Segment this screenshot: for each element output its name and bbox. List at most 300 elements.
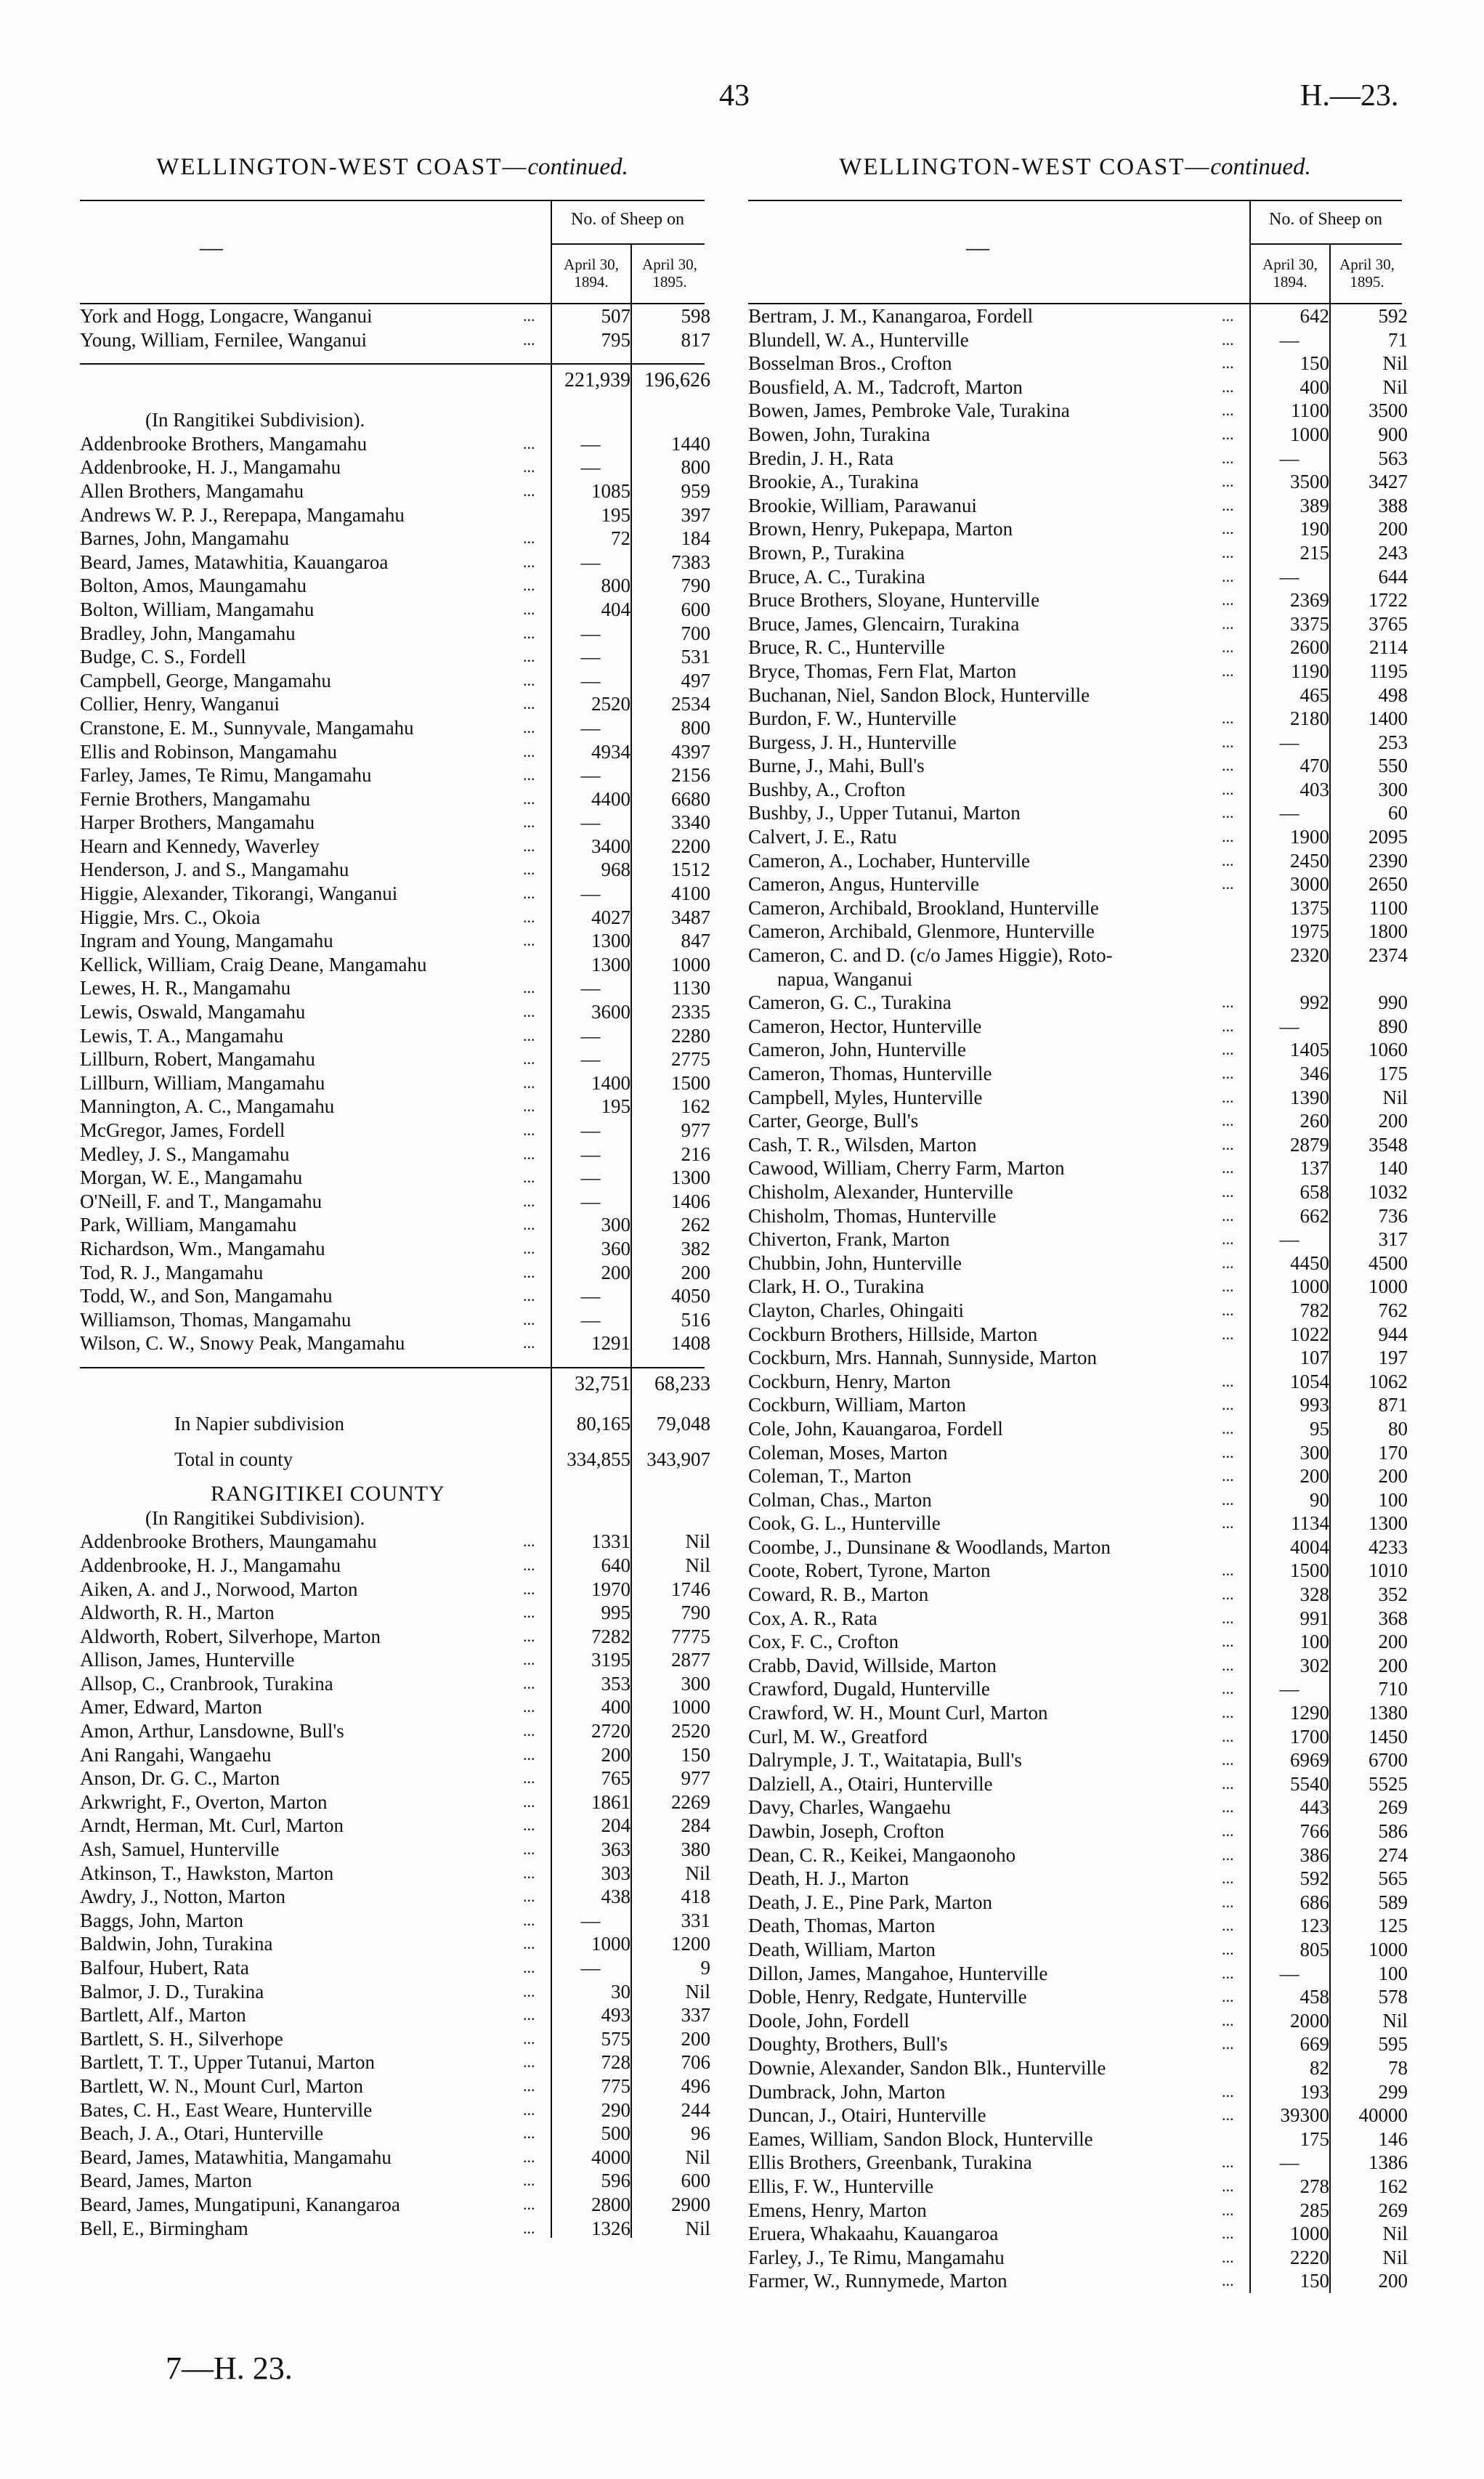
- sheep-1895: 368: [1378, 1607, 1408, 1629]
- owner-name: York and Hogg, Longacre, Wanganui: [80, 305, 373, 327]
- sheep-1894: 438: [601, 1886, 631, 1908]
- owner-name: (In Rangitikei Subdivision).: [145, 409, 365, 431]
- table-row: [748, 707, 1408, 731]
- sheep-1894: —: [1279, 1678, 1299, 1700]
- sheep-1894: 5540: [1290, 1772, 1329, 1795]
- owner-name: Bartlett, W. N., Mount Curl, Marton: [80, 2074, 363, 2097]
- leader-dots: ...: [523, 836, 535, 855]
- sheep-1894: 596: [601, 2170, 631, 2192]
- left-table-body: [80, 304, 710, 2240]
- sheep-1895: 243: [1378, 541, 1408, 564]
- sheep-1895: 595: [1378, 2033, 1408, 2056]
- sheep-1894: 95: [1310, 1417, 1329, 1440]
- sheep-1895: 847: [681, 930, 710, 952]
- table-row: [748, 2103, 1408, 2127]
- leader-dots: ...: [523, 860, 535, 879]
- sheep-1894: 2600: [1290, 636, 1329, 659]
- leader-dots: ...: [523, 2005, 535, 2024]
- owner-name: Eames, William, Sandon Block, Hunterville: [748, 2127, 1093, 2150]
- table-row: [748, 1677, 1408, 1701]
- sheep-1895: 4100: [671, 883, 710, 905]
- page-number: 43: [719, 79, 750, 113]
- sheep-1895: Nil: [1382, 1086, 1408, 1108]
- sheep-1894: 991: [1299, 1607, 1329, 1629]
- owner-name: Bartlett, T. T., Upper Tutanui, Marton: [80, 2051, 375, 2074]
- sheep-1894: 400: [1299, 376, 1329, 398]
- sheep-1895: 1130: [672, 977, 710, 999]
- leader-dots: ...: [1222, 1963, 1234, 1982]
- owner-name: Bartlett, Alf., Marton: [80, 2004, 246, 2026]
- leader-dots: ...: [523, 481, 535, 500]
- sheep-1894: —: [580, 622, 601, 644]
- sheep-1894: 200: [601, 1743, 631, 1766]
- sheep-1895: 531: [681, 646, 710, 668]
- leader-dots: ...: [523, 978, 535, 997]
- sheep-1895: Nil: [685, 1980, 710, 2003]
- sheep-1895: 944: [1378, 1323, 1408, 1345]
- sheep-1895: 1000: [1369, 1275, 1408, 1298]
- sheep-1894: —: [1279, 1962, 1299, 1984]
- leader-dots: ...: [1222, 519, 1234, 538]
- sheep-1894: 400: [601, 1696, 631, 1719]
- sheep-1895: 1800: [1369, 920, 1408, 943]
- sheep-1894: 150: [1299, 2270, 1329, 2292]
- sheep-1894: 1390: [1290, 1086, 1329, 1108]
- sheep-1895: 1000: [1369, 1938, 1408, 1960]
- sheep-1895: Nil: [685, 1554, 710, 1576]
- sheep-1895: 550: [1378, 755, 1408, 777]
- table-row: [748, 2269, 1408, 2293]
- owner-name: Coward, R. B., Marton: [748, 1583, 929, 1606]
- leader-dots: ...: [1222, 424, 1234, 443]
- table-row: [80, 1284, 710, 1308]
- leader-dots: ...: [1222, 756, 1234, 775]
- sheep-1894: —: [580, 432, 601, 455]
- sheep-1894: 334,855: [567, 1448, 631, 1470]
- sheep-1895: 2114: [1369, 636, 1408, 659]
- sheep-1894: 592: [1299, 1867, 1329, 1890]
- sheep-1895: 1000: [671, 1696, 710, 1719]
- sheep-1894: 278: [1299, 2175, 1329, 2197]
- leader-dots: ...: [523, 789, 535, 808]
- leader-dots: ...: [523, 1555, 535, 1574]
- owner-name: Mannington, A. C., Mangamahu: [80, 1095, 335, 1118]
- leader-dots: ...: [1222, 2153, 1234, 2172]
- sheep-1895: 284: [681, 1814, 710, 1837]
- leader-dots: ...: [1222, 1679, 1234, 1698]
- leader-dots: ...: [1222, 307, 1234, 325]
- leader-dots: ...: [1222, 1253, 1234, 1272]
- sheep-1894: 968: [601, 859, 631, 881]
- leader-dots: ...: [523, 1168, 535, 1187]
- sheep-1895: 1032: [1369, 1180, 1408, 1203]
- sheep-1894: 3195: [591, 1649, 631, 1671]
- owner-name: Richardson, Wm., Mangamahu: [80, 1237, 325, 1259]
- sheep-1894: —: [580, 669, 601, 691]
- left-column: [80, 149, 710, 2240]
- col-1895-header: April 30, 1895.: [1339, 256, 1395, 291]
- leader-dots: ...: [523, 670, 535, 689]
- table-row: [80, 328, 710, 352]
- sheep-1894: 795: [601, 328, 631, 351]
- owner-name: Addenbrooke, H. J., Mangamahu: [80, 456, 341, 479]
- document-reference: H.—23.: [1300, 79, 1399, 113]
- sheep-1895: 300: [681, 1672, 710, 1695]
- leader-dots: ...: [523, 2029, 535, 2048]
- leader-dots: ...: [523, 1673, 535, 1692]
- leader-dots: ...: [1222, 1443, 1234, 1461]
- owner-name: Amon, Arthur, Lansdowne, Bull's: [80, 1720, 344, 1742]
- owner-name: Doole, John, Fordell: [748, 2009, 909, 2032]
- owner-name: Dalziell, A., Otairi, Hunterville: [748, 1772, 993, 1795]
- sheep-1894: 221,939: [564, 369, 631, 392]
- sheep-1895: 7775: [671, 1625, 710, 1647]
- leader-dots: ...: [523, 931, 535, 950]
- owner-name: Bolton, Amos, Maungamahu: [80, 575, 307, 597]
- sheep-1894: —: [580, 977, 601, 999]
- sheep-1894: 39300: [1280, 2104, 1329, 2127]
- table-row: [80, 1119, 710, 1143]
- sheep-1895: 497: [681, 669, 710, 691]
- leader-dots: ...: [1222, 1300, 1234, 1319]
- sheep-1895: 200: [1378, 1110, 1408, 1132]
- leader-dots: ...: [1222, 1822, 1234, 1840]
- owner-name: Lewis, T. A., Mangamahu: [80, 1024, 284, 1047]
- owner-name: Morgan, W. E., Mangamahu: [80, 1167, 303, 1189]
- leader-dots: ...: [1222, 1798, 1234, 1817]
- sheep-1895: 262: [681, 1214, 710, 1236]
- owner-name: Anson, Dr. G. C., Marton: [80, 1767, 280, 1790]
- table-row: [748, 944, 1408, 967]
- sheep-1894: 1290: [1290, 1702, 1329, 1724]
- leader-dots: ...: [1222, 2247, 1234, 2266]
- sheep-1895: 80: [1388, 1417, 1408, 1440]
- table-row: [748, 2056, 1408, 2080]
- leader-dots: ...: [523, 1650, 535, 1669]
- owner-name: Higgie, Alexander, Tikorangi, Wanganui: [80, 883, 398, 905]
- leader-dots: ...: [1222, 1371, 1234, 1390]
- table-row: [80, 976, 710, 1000]
- leader-dots: ...: [1222, 401, 1234, 420]
- sheep-1895: 600: [681, 2170, 710, 2192]
- owner-name: Death, William, Marton: [748, 1938, 936, 1960]
- title-main: WELLINGTON-WEST COAST—: [839, 154, 1211, 180]
- col-1894-header: April 30, 1894.: [564, 256, 619, 291]
- owner-name: Aiken, A. and J., Norwood, Marton: [80, 1578, 358, 1600]
- table-row: [80, 1956, 710, 1980]
- sheep-1894: —: [580, 1119, 601, 1141]
- table-row: [80, 1578, 710, 1602]
- page-header: [0, 78, 1484, 122]
- owner-name: Young, William, Fernilee, Wanganui: [80, 328, 367, 351]
- sheep-1895: 331: [681, 1909, 710, 1931]
- owner-name: McGregor, James, Fordell: [80, 1119, 285, 1141]
- table-row: [80, 2003, 710, 2027]
- table-row: [748, 872, 1408, 896]
- sheep-1895: 71: [1388, 328, 1408, 351]
- owner-name: Barnes, John, Mangamahu: [80, 527, 289, 550]
- table-row: [748, 447, 1408, 471]
- table-row: [748, 920, 1408, 944]
- sheep-1895: 78: [1388, 2056, 1408, 2079]
- sheep-1895: 317: [1378, 1228, 1408, 1251]
- owner-name: Farley, James, Te Rimu, Mangamahu: [80, 764, 372, 787]
- leader-dots: ...: [1222, 2106, 1234, 2125]
- owner-name: Clark, H. O., Turakina: [748, 1275, 925, 1298]
- leader-dots: ...: [1222, 1040, 1234, 1059]
- right-table-header: [748, 200, 1402, 304]
- sheep-1895: 890: [1378, 1015, 1408, 1037]
- sheep-1895: 817: [681, 328, 710, 351]
- owner-name: Arndt, Herman, Mt. Curl, Marton: [80, 1814, 344, 1837]
- sheep-1894: 805: [1299, 1938, 1329, 1960]
- leader-dots: ...: [523, 1026, 535, 1044]
- table-row: [80, 1047, 710, 1071]
- owner-name: Crawford, W. H., Mount Curl, Marton: [748, 1702, 1048, 1724]
- subdivision-heading: [80, 408, 705, 432]
- sheep-1894: 82: [1310, 2056, 1329, 2079]
- owner-name: Bowen, John, Turakina: [748, 423, 930, 445]
- sheep-1894: 72: [611, 527, 631, 550]
- sheep-1894: 640: [601, 1554, 631, 1576]
- sheep-1894: 470: [1299, 755, 1329, 777]
- table-row: [748, 1772, 1408, 1796]
- leader-dots: ...: [523, 2218, 535, 2237]
- sheep-1895: 162: [681, 1095, 710, 1118]
- sheep-1894: 403: [1299, 778, 1329, 800]
- sheep-1895: 200: [681, 1261, 710, 1283]
- leader-dots: ...: [1222, 1703, 1234, 1722]
- owner-name: Cole, John, Kauangaroa, Fordell: [748, 1417, 1003, 1440]
- spacer: [80, 397, 705, 408]
- table-row: [748, 1086, 1408, 1110]
- owner-name: Coleman, T., Marton: [748, 1465, 912, 1488]
- sheep-1895: 146: [1378, 2127, 1408, 2150]
- owner-name: Clayton, Charles, Ohingaiti: [748, 1299, 964, 1321]
- leader-dots: ...: [523, 1910, 535, 1929]
- owner-name: Chiverton, Frank, Marton: [748, 1228, 950, 1251]
- table-row: [748, 1819, 1408, 1843]
- leader-dots: ...: [523, 1958, 535, 1976]
- leader-dots: ...: [1222, 2011, 1234, 2029]
- table-row: [748, 2222, 1408, 2246]
- owner-name: Bruce, R. C., Hunterville: [748, 636, 945, 659]
- owner-name: Chubbin, John, Hunterville: [748, 1251, 962, 1274]
- table-row: [80, 1308, 710, 1332]
- sheep-1894: 575: [601, 2027, 631, 2050]
- owner-name: Lillburn, Robert, Mangamahu: [80, 1048, 315, 1071]
- sheep-1895: Nil: [1382, 352, 1408, 375]
- sheep-1894: 1022: [1290, 1323, 1329, 1345]
- sheep-1895: 1408: [671, 1332, 710, 1355]
- sheep-1894: 200: [601, 1261, 631, 1283]
- owner-name: Allsop, C., Cranbrook, Turakina: [80, 1672, 333, 1695]
- sheep-1894: 992: [1299, 991, 1329, 1014]
- sheep-1894: 642: [1299, 305, 1329, 327]
- sheep-1895: 380: [681, 1838, 710, 1861]
- total-row: [80, 363, 710, 397]
- sheep-1895: 589: [1378, 1891, 1408, 1913]
- leader-dots: ...: [1222, 803, 1234, 822]
- sheep-1894: 4400: [591, 787, 631, 810]
- sheep-1894: —: [1279, 565, 1299, 588]
- sheep-1895: 388: [1378, 494, 1408, 516]
- sheep-1895: 68,233: [654, 1372, 710, 1395]
- sheep-1895: 397: [681, 503, 710, 526]
- owner-name: Cameron, C. and D. (c/o James Higgie), Roto-: [748, 944, 1113, 967]
- leader-dots: ...: [1222, 1585, 1234, 1604]
- summary-row: [80, 1448, 710, 1472]
- sheep-1894: 290: [601, 2098, 631, 2121]
- sheep-1895: 2900: [671, 2193, 710, 2215]
- owner-name: Emens, Henry, Marton: [748, 2199, 927, 2221]
- leader-dots: ...: [523, 1840, 535, 1859]
- sheep-1895: Nil: [1382, 2223, 1408, 2245]
- leader-dots: ...: [523, 1191, 535, 1210]
- owner-name: Campbell, George, Mangamahu: [80, 669, 331, 691]
- table-row: [80, 1648, 710, 1672]
- owner-name: Coleman, Moses, Marton: [748, 1441, 948, 1464]
- sheep-1894: 2220: [1290, 2246, 1329, 2268]
- leader-dots: ...: [523, 1721, 535, 1740]
- sheep-1894: 458: [1299, 1986, 1329, 2008]
- sheep-1894: 443: [1299, 1796, 1329, 1819]
- leader-dots: ...: [1222, 1869, 1234, 1888]
- column-rule: [1329, 304, 1331, 2293]
- table-row: [80, 2217, 710, 2241]
- sheep-1895: 1722: [1369, 589, 1408, 612]
- sheep-1895: 790: [681, 1602, 710, 1624]
- sheep-1895: 644: [1378, 565, 1408, 588]
- table-row: [80, 1743, 710, 1767]
- leader-dots: ...: [1222, 2034, 1234, 2053]
- sheep-1895: 4050: [671, 1285, 710, 1307]
- leader-dots: ...: [523, 907, 535, 926]
- leader-dots: ...: [1222, 709, 1234, 728]
- leader-dots: ...: [1222, 1750, 1234, 1769]
- owner-name: Brown, Henry, Pukepapa, Marton: [748, 518, 1013, 540]
- owner-name: Bell, E., Birmingham: [80, 2217, 248, 2239]
- leader-dots: ...: [523, 434, 535, 453]
- leader-dots: ...: [523, 2124, 535, 2143]
- sheep-1895: 959: [681, 479, 710, 502]
- sheep-1894: 363: [601, 1838, 631, 1861]
- owner-name: Calvert, J. E., Ratu: [748, 826, 897, 848]
- leader-dots: ...: [1222, 2082, 1234, 2101]
- table-row: [80, 1932, 710, 1956]
- sheep-1894: 2720: [591, 1720, 631, 1742]
- table-row: [80, 622, 710, 646]
- table-row: [748, 896, 1408, 920]
- owner-name: Coombe, J., Dunsinane & Woodlands, Marton: [748, 1535, 1111, 1558]
- table-row: [748, 1393, 1408, 1417]
- sheep-1895: 2200: [671, 835, 710, 857]
- leader-dots: ...: [523, 2171, 535, 2190]
- sheep-1895: 40000: [1358, 2104, 1408, 2127]
- leader-dots: ...: [1222, 1727, 1234, 1745]
- table-row: [748, 1725, 1408, 1749]
- sheep-1894: 302: [1299, 1654, 1329, 1676]
- owner-name: Brookie, A., Turakina: [748, 471, 919, 493]
- leader-dots: ...: [1222, 2176, 1234, 2195]
- leader-dots: ...: [1222, 875, 1234, 893]
- sheep-1895: Nil: [1382, 2246, 1408, 2268]
- table-row: [748, 1488, 1408, 1512]
- table-row: [748, 2175, 1408, 2199]
- sheep-1895: 175: [1378, 1063, 1408, 1084]
- sheep-1894: 4000: [591, 2146, 631, 2168]
- sheep-1894: 1375: [1290, 896, 1329, 919]
- table-row: [80, 2050, 710, 2074]
- sheep-1895: 9: [700, 1957, 710, 1979]
- owner-name: Crawford, Dugald, Hunterville: [748, 1678, 990, 1700]
- sheep-1894: 1190: [1291, 660, 1329, 682]
- owner-name: Beard, James, Marton: [80, 2170, 252, 2192]
- table-row: [748, 1323, 1408, 1347]
- table-row: [748, 778, 1408, 802]
- sheep-1894: 4934: [591, 740, 631, 763]
- signature-mark: 7—H. 23.: [166, 2350, 293, 2386]
- leader-dots: ...: [523, 2147, 535, 2166]
- table-row: [80, 1095, 710, 1119]
- owner-name: Park, William, Mangamahu: [80, 1214, 297, 1236]
- sheep-1895: 3500: [1369, 399, 1408, 422]
- leader-dots: ...: [1222, 543, 1234, 561]
- leader-dots: ...: [1222, 1561, 1234, 1580]
- sheep-1895: 977: [681, 1119, 710, 1141]
- owner-name: Collier, Henry, Wanganui: [80, 693, 280, 715]
- owner-name: Bruce, A. C., Turakina: [748, 565, 925, 588]
- table-row: [748, 1607, 1408, 1631]
- column-rule: [1249, 304, 1251, 2293]
- sheep-1895: 1500: [671, 1071, 710, 1094]
- owner-name: Baldwin, John, Turakina: [80, 1933, 273, 1955]
- owner-name: Downie, Alexander, Sandon Blk., Hunterville: [748, 2056, 1106, 2079]
- sheep-1894: 1970: [591, 1578, 631, 1600]
- sheep-1895: 710: [1378, 1678, 1408, 1700]
- table-row: [748, 612, 1408, 636]
- sheep-1895: 200: [1378, 1631, 1408, 1653]
- table-row: [748, 1464, 1408, 1488]
- sheep-1894: 1300: [591, 953, 631, 975]
- sheep-1894: 300: [601, 1214, 631, 1236]
- sheep-1894: —: [580, 883, 601, 905]
- sheep-1895: Nil: [685, 2217, 710, 2239]
- sheep-1894: 193: [1299, 2080, 1329, 2103]
- leader-dots: ...: [523, 307, 535, 325]
- table-row: [748, 991, 1408, 1015]
- sheep-1894: 123: [1299, 1915, 1329, 1937]
- sheep-1894: 80,165: [576, 1412, 631, 1435]
- owner-name: Coote, Robert, Tyrone, Marton: [748, 1559, 991, 1582]
- table-row: [748, 1370, 1408, 1394]
- sheep-1894: —: [580, 1024, 601, 1047]
- sheep-1895: 2374: [1369, 944, 1408, 967]
- sheep-1895: 1010: [1369, 1559, 1408, 1582]
- sheep-1894: —: [580, 1909, 601, 1931]
- leader-dots: ...: [523, 647, 535, 666]
- sheep-1894: 766: [1299, 1820, 1329, 1842]
- owner-name: Chisholm, Alexander, Hunterville: [748, 1180, 1013, 1203]
- sheep-1894: 995: [601, 1602, 631, 1624]
- subdivision-heading: [80, 1506, 705, 1530]
- owner-name: Beard, James, Matawhitia, Kauangaroa: [80, 551, 389, 573]
- table-row: [80, 1166, 710, 1190]
- owner-name: Burne, J., Mahi, Bull's: [748, 755, 925, 777]
- table-row: [748, 494, 1408, 518]
- table-row: [80, 929, 710, 953]
- leader-dots: ...: [1222, 330, 1234, 349]
